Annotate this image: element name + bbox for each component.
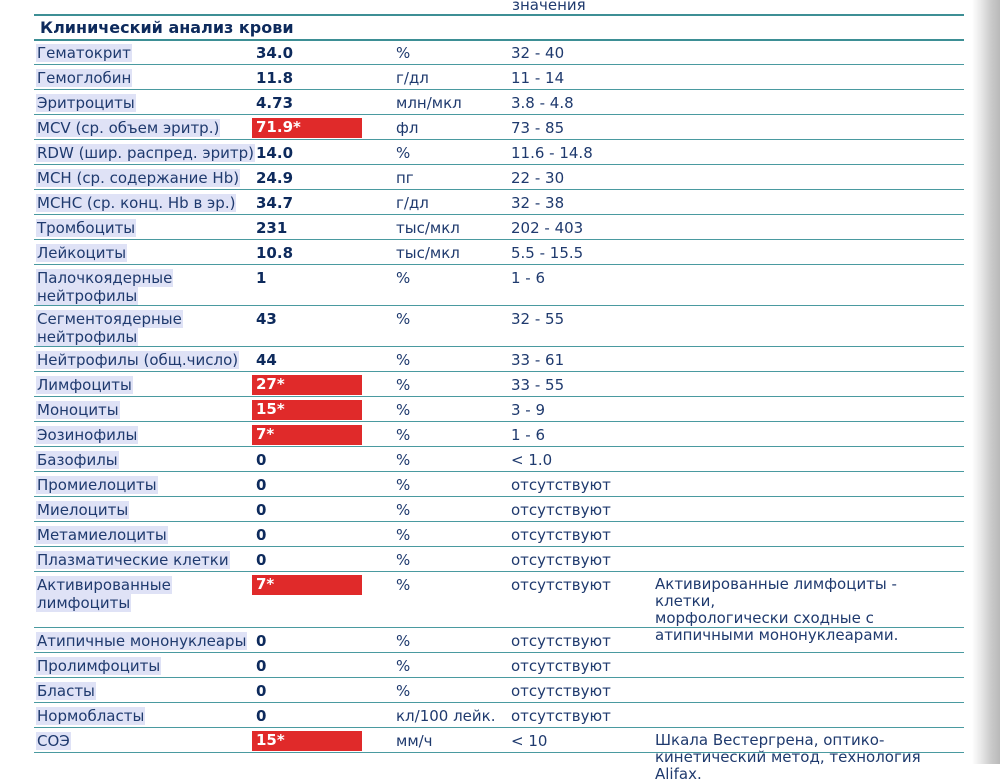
test-name — [36, 269, 173, 305]
reference-range: 11 - 14 — [511, 69, 565, 87]
reference-range: 1 - 6 — [511, 269, 546, 287]
reference-range: 33 - 61 — [511, 351, 565, 369]
unit: % — [396, 682, 411, 700]
test-name — [36, 169, 240, 187]
test-name — [36, 219, 136, 237]
table-row — [0, 372, 1000, 397]
result-value-flagged: 15* — [252, 731, 362, 751]
result-value-flagged: 71.9* — [252, 118, 362, 138]
test-name — [36, 144, 255, 162]
reference-range: 32 - 40 — [511, 44, 565, 62]
unit: % — [396, 144, 411, 162]
table-row — [0, 653, 1000, 678]
reference-range: 1 - 6 — [511, 426, 546, 444]
test-name — [36, 310, 183, 346]
result-value: 4.73 — [256, 94, 294, 112]
unit: мм/ч — [396, 732, 433, 750]
test-name-line: Гемоглобин — [37, 69, 132, 87]
result-value: 0 — [256, 526, 267, 544]
test-name-line: RDW (шир. распред. эритр) — [37, 144, 254, 162]
test-name — [36, 707, 145, 725]
test-name — [36, 451, 119, 469]
test-name-line: Гематокрит — [37, 44, 131, 62]
comment-line: кинетический метод, технология Alifax. — [655, 748, 921, 783]
result-value: 34.7 — [256, 194, 294, 212]
test-name-line: Атипичные мононуклеары — [37, 632, 247, 650]
test-name-line: Эозинофилы — [37, 426, 138, 444]
unit: тыс/мкл — [396, 244, 460, 262]
test-name-line: Лимфоциты — [37, 376, 132, 394]
result-value: 11.8 — [256, 69, 294, 87]
reference-range: 3.8 - 4.8 — [511, 94, 574, 112]
test-name-line: Плазматические клетки — [37, 551, 229, 569]
table-row — [0, 522, 1000, 547]
table-row — [0, 115, 1000, 140]
test-name-line: нейтрофилы — [37, 287, 138, 305]
result-value: 0 — [256, 501, 267, 519]
reference-range: отсутствуют — [511, 501, 611, 519]
ref-column-header-fragment: значения — [512, 0, 586, 14]
result-value: 0 — [256, 707, 267, 725]
reference-range: 32 - 38 — [511, 194, 565, 212]
reference-range: отсутствуют — [511, 551, 611, 569]
table-row — [0, 628, 1000, 653]
unit: % — [396, 401, 411, 419]
unit: % — [396, 376, 411, 394]
unit: млн/мкл — [396, 94, 462, 112]
result-value-flagged: 7* — [252, 425, 362, 445]
table-row — [0, 728, 1000, 783]
unit: % — [396, 44, 411, 62]
table-row — [0, 65, 1000, 90]
result-value: 24.9 — [256, 169, 294, 187]
table-row — [0, 497, 1000, 522]
result-value: 231 — [256, 219, 288, 237]
test-name-line: СОЭ — [37, 732, 70, 750]
test-name-line: MCH (ср. содержание Hb) — [37, 169, 240, 187]
reference-range: отсутствуют — [511, 476, 611, 494]
result-value: 44 — [256, 351, 277, 369]
test-name — [36, 194, 236, 212]
table-row — [0, 447, 1000, 472]
result-value-flagged: 15* — [252, 400, 362, 420]
test-name — [36, 476, 158, 494]
reference-range: 32 - 55 — [511, 310, 565, 328]
unit: тыс/мкл — [396, 219, 460, 237]
result-value: 0 — [256, 682, 267, 700]
reference-range: 5.5 - 15.5 — [511, 244, 584, 262]
test-name — [36, 426, 138, 444]
reference-range: отсутствуют — [511, 682, 611, 700]
table-row — [0, 306, 1000, 347]
unit: % — [396, 526, 411, 544]
reference-range: 11.6 - 14.8 — [511, 144, 593, 162]
page-edge-shadow — [972, 0, 1000, 764]
test-name-line: Лейкоциты — [37, 244, 127, 262]
unit: % — [396, 476, 411, 494]
test-name-line: Промиелоциты — [37, 476, 157, 494]
result-value: 10.8 — [256, 244, 294, 262]
test-name — [36, 682, 96, 700]
comment — [655, 732, 955, 783]
unit: фл — [396, 119, 419, 137]
comment-line: Активированные лимфоциты - клетки, — [655, 575, 897, 610]
unit: % — [396, 632, 411, 650]
header-divider — [34, 14, 964, 16]
test-name-line: Моноциты — [37, 401, 119, 419]
unit: % — [396, 310, 411, 328]
unit: % — [396, 351, 411, 369]
test-name — [36, 551, 230, 569]
test-name — [36, 657, 161, 675]
reference-range: отсутствуют — [511, 657, 611, 675]
result-value: 0 — [256, 657, 267, 675]
table-row — [0, 703, 1000, 728]
result-value-flagged: 27* — [252, 375, 362, 395]
test-name — [36, 632, 247, 650]
reference-range: 202 - 403 — [511, 219, 584, 237]
reference-range: 22 - 30 — [511, 169, 565, 187]
comment-line: атипичными мононуклеарами. — [655, 626, 899, 644]
test-name-line: нейтрофилы — [37, 328, 138, 346]
reference-range: < 10 — [511, 732, 548, 750]
test-name — [36, 69, 132, 87]
reference-range: отсутствуют — [511, 576, 611, 594]
reference-range: отсутствуют — [511, 632, 611, 650]
table-row — [0, 140, 1000, 165]
test-name — [36, 244, 127, 262]
reference-range: 33 - 55 — [511, 376, 565, 394]
unit: % — [396, 657, 411, 675]
test-name-line: Пролимфоциты — [37, 657, 161, 675]
reference-range: отсутствуют — [511, 707, 611, 725]
table-row — [0, 40, 1000, 65]
unit: % — [396, 451, 411, 469]
test-name — [36, 401, 120, 419]
table-row — [0, 397, 1000, 422]
table-row — [0, 190, 1000, 215]
test-name-line: Бласты — [37, 682, 95, 700]
test-name-line: лимфоциты — [37, 594, 131, 612]
result-value: 0 — [256, 451, 267, 469]
test-name-line: Миелоциты — [37, 501, 129, 519]
test-name — [36, 376, 133, 394]
test-name-line: Нейтрофилы (общ.число) — [37, 351, 239, 369]
test-name — [36, 732, 71, 750]
test-name-line: MCV (ср. объем эритр.) — [37, 119, 220, 137]
unit: % — [396, 426, 411, 444]
unit: г/дл — [396, 69, 429, 87]
result-value: 34.0 — [256, 44, 294, 62]
result-value: 0 — [256, 551, 267, 569]
reference-range: 73 - 85 — [511, 119, 565, 137]
test-name-line: MCHC (ср. конц. Hb в эр.) — [37, 194, 236, 212]
table-row — [0, 678, 1000, 703]
result-value: 43 — [256, 310, 277, 328]
test-name — [36, 576, 172, 612]
test-name — [36, 119, 220, 137]
test-name — [36, 94, 136, 112]
test-name-line: Нормобласты — [37, 707, 145, 725]
test-name — [36, 501, 129, 519]
result-value-flagged: 7* — [252, 575, 362, 595]
test-name — [36, 526, 168, 544]
reference-range: 3 - 9 — [511, 401, 546, 419]
test-name-line: Сегментоядерные — [37, 310, 182, 328]
unit: % — [396, 269, 411, 287]
reference-range: < 1.0 — [511, 451, 553, 469]
table-row — [0, 240, 1000, 265]
test-name-line: Палочкоядерные — [37, 269, 173, 287]
table-row — [0, 547, 1000, 572]
test-name-line: Метамиелоциты — [37, 526, 167, 544]
section-title: Клинический анализ крови — [40, 18, 294, 37]
test-name-line: Активированные — [37, 576, 171, 594]
test-name-line: Тромбоциты — [37, 219, 136, 237]
table-row — [0, 422, 1000, 447]
test-name-line: Эритроциты — [37, 94, 135, 112]
table-row — [0, 265, 1000, 306]
unit: пг — [396, 169, 414, 187]
test-name — [36, 44, 132, 62]
unit: % — [396, 551, 411, 569]
reference-range: отсутствуют — [511, 526, 611, 544]
comment-line: морфологически сходные с — [655, 609, 874, 627]
comment-line: Шкала Вестергрена, оптико- — [655, 731, 885, 749]
table-row — [0, 347, 1000, 372]
result-value: 0 — [256, 476, 267, 494]
test-name — [36, 351, 239, 369]
unit: кл/100 лейк. — [396, 707, 496, 725]
result-value: 1 — [256, 269, 267, 287]
table-row — [0, 165, 1000, 190]
table-row — [0, 90, 1000, 115]
test-name-line: Базофилы — [37, 451, 118, 469]
unit: г/дл — [396, 194, 429, 212]
unit: % — [396, 501, 411, 519]
result-value: 0 — [256, 632, 267, 650]
table-row — [0, 472, 1000, 497]
unit: % — [396, 576, 411, 594]
result-value: 14.0 — [256, 144, 294, 162]
table-row — [0, 215, 1000, 240]
